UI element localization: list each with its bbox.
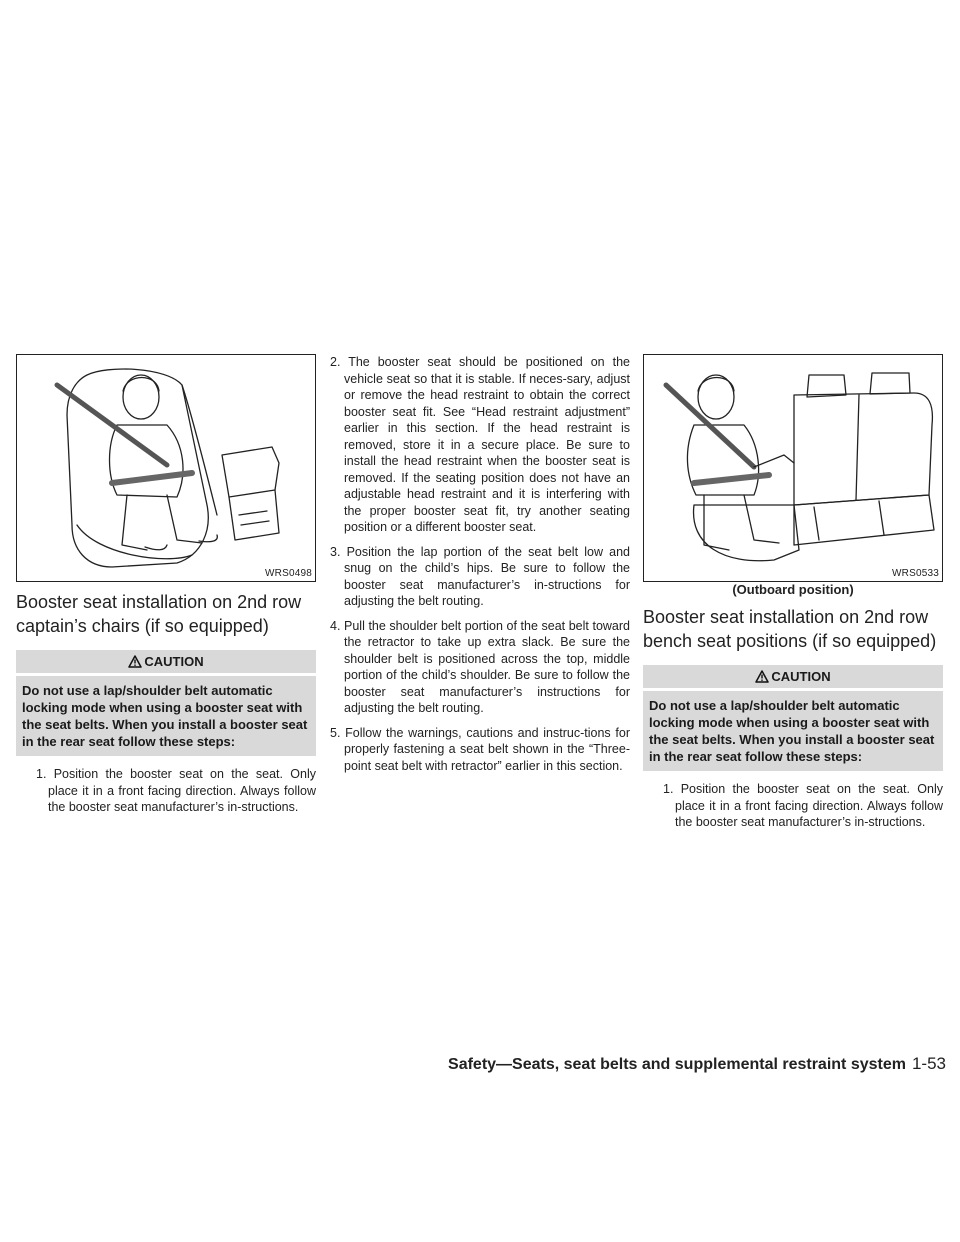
list-item: 4. Pull the shoulder belt portion of the seat belt toward the retractor to take up extra slack. Be sure the shoulder belt is positioned across the top, middle portion of the child’s shoulder. Be sure to follow the booster seat manufacturer’s instructions for adjusting the belt routing. xyxy=(330,618,630,715)
list-item: 1. Position the booster seat on the seat. Only place it in a front facing direction. Always follow the booster seat manufacturer’s in-structions. xyxy=(36,767,316,814)
steps-list xyxy=(330,354,630,774)
right-column xyxy=(643,354,943,839)
figure-caption: (Outboard position) xyxy=(732,582,854,597)
captains-chair-booster-illustration xyxy=(16,354,316,582)
bench-seat-booster-illustration xyxy=(643,354,943,582)
figure-code: WRS0498 xyxy=(265,568,312,579)
steps-list xyxy=(16,766,316,816)
warning-icon xyxy=(128,655,142,668)
caution-box xyxy=(16,650,316,756)
caution-title: CAUTION xyxy=(144,654,204,669)
middle-column xyxy=(330,354,630,782)
list-item: 3. Position the lap portion of the seat belt low and snug on the child’s hips. Be sure to follow the booster seat manufacturer’s in-structions for adjusting the belt routing. xyxy=(330,544,630,608)
list-item: 2. The booster seat should be positioned on the vehicle seat so that it is stable. If neces-sary, adjust or remove the head restraint to obtain the correct booster seat fit. See “Head restraint adjustment” earlier in this section. If the head restraint is removed, store it in a secure place. Be sure to install the head restraint when the booster seat is removed. If the seating position does not have an adjustable head restraint and it is interfering with the proper booster seat fit, try another seating position or a different booster seat. xyxy=(330,355,630,534)
caution-header xyxy=(643,665,943,691)
list-item: 5. Follow the warnings, cautions and instruc-tions for properly fastening a seat belt shown in the “Three-point seat belt with retractor” earlier in this section. xyxy=(330,725,630,773)
section-heading: Booster seat installation on 2nd row captain’s chairs (if so equipped) xyxy=(16,592,302,636)
caution-text: Do not use a lap/shoulder belt automatic locking mode when using a booster seat with the seat belts. When you install a booster seat in the rear seat follow these steps: xyxy=(22,683,308,749)
caution-title: CAUTION xyxy=(771,669,831,684)
caution-box xyxy=(643,665,943,771)
figure-code: WRS0533 xyxy=(892,568,939,579)
steps-list xyxy=(643,781,943,831)
child-in-booster-seat-drawing xyxy=(17,355,315,581)
caution-header xyxy=(16,650,316,676)
left-column xyxy=(16,354,316,824)
caution-text: Do not use a lap/shoulder belt automatic locking mode when using a booster seat with the seat belts. When you install a booster seat in the rear seat follow these steps: xyxy=(649,698,935,764)
page-number: 1-53 xyxy=(911,1054,946,1073)
footer-section-title: Safety—Seats, seat belts and supplemental restraint system xyxy=(448,1056,906,1073)
child-in-bench-booster-drawing xyxy=(644,355,942,581)
section-heading: Booster seat installation on 2nd row bench seat positions (if so equipped) xyxy=(643,607,937,651)
page-footer xyxy=(396,1054,946,1074)
warning-icon xyxy=(755,670,769,683)
list-item: 1. Position the booster seat on the seat. Only place it in a front facing direction. Always follow the booster seat manufacturer’s in-structions. xyxy=(663,782,943,829)
